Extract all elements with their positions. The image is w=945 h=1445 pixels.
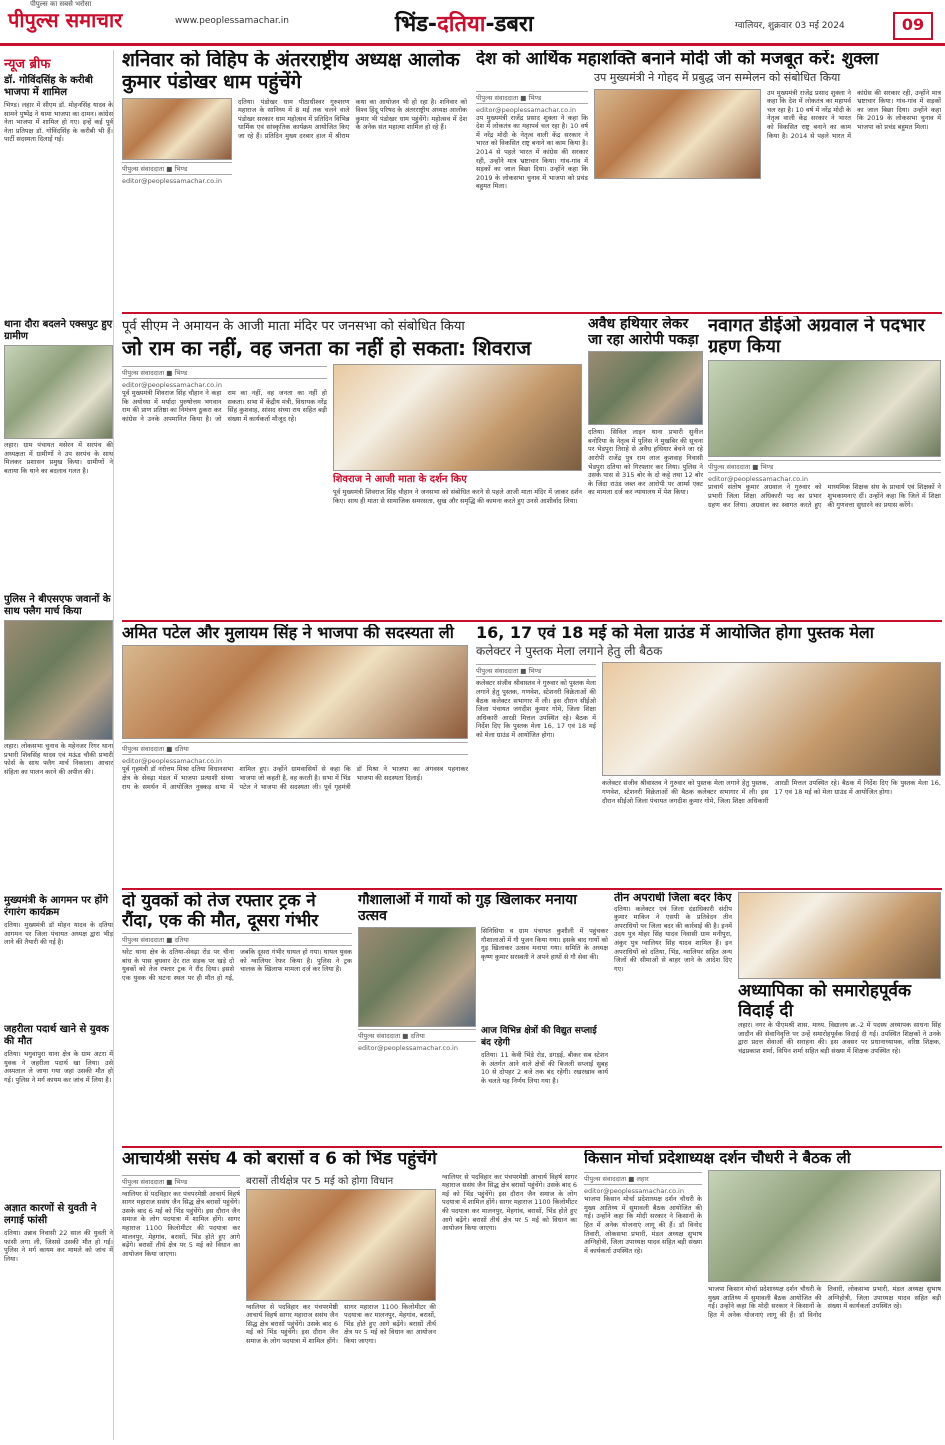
brief-head: मुख्यमंत्री के आगमन पर होंगे रंगारंग कार्यक्रम	[4, 895, 109, 918]
story-text: दतिया। सिविल लाइन थाना प्रभारी सुनील बनोरिया के नेतृत्व में पुलिस ने मुखबिर की सूचना पर भेडपुरा तिराहे से अवैध हथियार बेचने जा रहे आरोपी राजेंद्र पुत्र राम लाल कुशवाह निवासी भेडपुरा दतिया को गिरफ्तार कर लिया। पुलिस ने उसके पास से 315 बोर के दो कट्टे तथा 12 बोर के जिंदा राउंड जब्त कर आरोपी पर आर्म्स एक्ट का मामला दर्ज कर न्यायालय में पेश किया।	[588, 428, 703, 497]
divider	[122, 888, 942, 890]
headline[interactable]: 16, 17 एवं 18 मई को मेला ग्राउंड में आयोजित होगा पुस्तक मेला	[476, 624, 874, 642]
story-teacher	[738, 892, 941, 1142]
story-photo	[602, 662, 941, 776]
headline[interactable]: अध्यापिका को समारोहपूर्वक विदाई दी	[738, 981, 912, 1021]
story-deo	[708, 316, 941, 616]
brief-head: पुलिस ने बीएसएफ जवानों के साथ फ्लैग मार्च किया	[4, 594, 111, 617]
story-photo	[594, 89, 761, 179]
byline: पीपुल्स संवाददाता ■ दतिया	[358, 1029, 476, 1042]
email[interactable]: editor@peoplessamachar.co.in	[358, 1044, 458, 1053]
section-part-c: -डबरा	[485, 12, 534, 37]
headline[interactable]: किसान मोर्चा प्रदेशाध्यक्ष दर्शन चौधरी ने बैठक ली	[584, 1150, 851, 1167]
brief-head: अज्ञात कारणों से युवती ने लगाई फांसी	[4, 1203, 97, 1226]
section-part-b: दतिया	[437, 12, 486, 37]
story-photo	[122, 645, 468, 739]
story-photo	[738, 892, 941, 979]
byline: पीपुल्स संवाददाता ■ भिण्ड	[122, 1175, 240, 1188]
divider	[122, 620, 942, 622]
divider	[122, 1146, 942, 1148]
story-district-expulsion	[614, 892, 732, 1142]
headline[interactable]: देश को आर्थिक महाशक्ति बनाने मोदी जी को मजबूत करें: शुक्ला	[476, 50, 879, 69]
headline[interactable]: दो युवकों को तेज रफ्तार ट्रक ने रौंदा, एक की मौत, दूसरा गंभीर	[122, 892, 319, 931]
story-text: भाजपा किसान मोर्चा प्रदेशाध्यक्ष दर्शन चौधरी के मुख्य आतिथ्य में सुमावली बैठक आयोजित की गई। उन्होंने कहा कि मोदी सरकार ने किसानों के हित में अनेक योजनाएं लागू की हैं। डॉ विनोद तिवारी, लोकसभा प्रभारी, मंडल अध्यक्ष सुभाष अग्निहोत्री, जिला उपाध्यक्ष यादव सहित बड़ी संख्या में कार्यकर्ता उपस्थित रहे।	[584, 1195, 702, 1255]
story-text: दतिया। कलेक्टर एवं जिला दंडाधिकारी संदीप कुमार माकिन ने एसपी के प्रतिवेदन तीन अपराधियों पर जिला बदर की कार्रवाई की है। इनमें उदय पुत्र मोहर सिंह यादव निवासी ग्राम मनीपुरा, अंकुर पुत्र ग्वालियर सिंह यादव शामिल हैं। इन अपराधियों को दतिया, भिंड, ग्वालियर सहित अन्य जिलों की सीमाओं से बाहर जाने के आदेश दिए गए।	[614, 904, 732, 973]
byline: पीपुल्स संवाददाता ■ दतिया	[122, 742, 468, 755]
story-patel	[122, 624, 468, 884]
brief-photo	[4, 345, 113, 439]
brief-text: दतिया। भगुवापुरा थाना क्षेत्र के ग्राम अटरा में युवक ने जहरीला पदार्थ खा लिया। उसे अस्पताल ले जाया गया जहां उसकी मौत हो गई। पुलिस ने मर्ग कायम कर जांच में लिया है।	[4, 1050, 113, 1084]
story-text: सिनिसिया व ग्राम पंचायत कुशौली में पहुंचकर गौशालाओं में गौ पूजन किया गया। इसके बाद गायों को गुड़ खिलाकर उत्सव मनाया गया। समिति के अध्यक्ष कृष्ण कुमार सरस्वती ने अपने हाथों से गौ सेवा की।	[481, 927, 608, 961]
story-text-3: ग्वालियर से पदविहार कर पंचपरमेष्ठी आचार्य विहर्ष सागर महाराज ससंघ जैन सिद्ध क्षेत्र बरासों पहुंचेंगे। उसके बाद 6 मई को भिंड पहुंचेंगे। इस दौरान जैन समाज के लोग पदयात्रा में शामिल होंगे। सागर महाराज 1100 किलोमीटर की पदयात्रा कर मालनपुर, मेहगांव, बरासों, भिंड होते हुए आगे बढ़ेंगे। बरासों तीर्थ क्षेत्र पर 5 मई को विधान का आयोजन किया जाएगा।	[442, 1172, 577, 1233]
brief-head: डॉ. गोविंदसिंह के करीबी भाजपा में शामिल	[4, 75, 93, 98]
divider	[122, 312, 942, 314]
byline: पीपुल्स संवाददाता ■ भिण्ड	[708, 460, 941, 473]
brief-text: लहार। ग्राम पंचायत मसेरन में सरपंच की अध्यक्षता में ग्रामीणों ने उप सरपंच के साथ मिलकर प्रशासन प्रमुख किया। ग्रामीणों ने बताया कि थाने का बदलाव गलत है।	[4, 441, 113, 475]
story-photo	[122, 98, 232, 160]
byline: पीपुल्स संवाददाता ■ दतिया	[122, 933, 352, 946]
email[interactable]: editor@peoplessamachar.co.in	[584, 1187, 684, 1196]
story-text: प्राचार्य संतोष कुमार अग्रवाल ने गुरुवार को प्रभारी जिला शिक्षा अधिकारी पद का प्रभार ग्रहण कर लिया। अग्रवाल का स्वागत करते हुए माध्यमिक शिक्षक संघ के प्राचार्य एवं शिक्षकों ने शुभकामनाएं दीं। उन्होंने कहा कि जिले में शिक्षा की गुणवत्ता सुधारने का प्रयास करेंगे।	[708, 483, 941, 509]
byline: पीपुल्स संवाददाता ■ भिण्ड	[122, 366, 327, 379]
sidehead: आज विभिन्न क्षेत्रों की विद्युत सप्लाई बंद रहेगी	[481, 1026, 597, 1049]
side-text: पूर्व मुख्यमंत्री शिवराज सिंह चौहान ने जनसभा को संबोधित करने से पहले आजी माता मंदिर में जाकर दर्शन किए। साथ ही माता से सामाजिक समरसता, सुख और समृद्धि की कामना करते हुए उनसे आशीर्वाद लिया।	[333, 488, 582, 505]
email[interactable]: editor@peoplessamachar.co.in	[122, 757, 222, 766]
story-modi	[476, 50, 941, 308]
story-text-2: भाजपा किसान मोर्चा प्रदेशाध्यक्ष दर्शन चौधरी के मुख्य आतिथ्य में सुमावली बैठक आयोजित की गई। उन्होंने कहा कि मोदी सरकार ने किसानों के हित में अनेक योजनाएं लागू की हैं। डॉ विनोद तिवारी, लोकसभा प्रभारी, मंडल अध्यक्ष सुभाष अग्निहोत्री, जिला उपाध्यक्ष यादव सहित बड़ी संख्या में कार्यकर्ता उपस्थित रहे।	[708, 1285, 941, 1320]
story-text: लहार। नगर के पीएमश्री शास. माध्य. विद्यालय क्र.-2 में पदस्थ अध्यापक साधना सिंह जादौन की सेवानिवृत्ति पर उन्हें समारोहपूर्वक विदाई दी गई। उपस्थित शिक्षकों ने उनके द्वारा प्रदत्त सेवाओं की सराहना की। इस अवसर पर प्रधानाध्यापक, वरिष्ठ शिक्षक, चंद्रप्रकाश शर्मा, विपिन शर्मा सहित बड़ी संख्या में शिक्षक उपस्थित रहे।	[738, 1021, 941, 1055]
story-text: पूर्व मुख्यमंत्री शिवराज सिंह चौहान ने कहा कि अयोध्या में मर्यादा पुरुषोत्तम भगवान राम की प्राण प्रतिष्ठा का निमंत्रण ठुकरा कर कांग्रेस ने उनके अपमानित किया है। जो राम का नहीं, वह जनता का नहीं हो सकता। सभा में केंद्रीय मंत्री, विधायक नरेंद्र सिंह कुशवाह, सांसद संध्या राय सहित बड़ी संख्या में कार्यकर्ता मौजूद रहे।	[122, 389, 327, 423]
sidehead: शिवराज ने आजी माता के दर्शन किए	[333, 474, 467, 485]
byline: पीपुल्स संवाददाता ■ भिण्ड	[122, 162, 232, 175]
news-brief-column	[4, 50, 114, 1440]
brief-text: लहार। लोकसभा चुनाव के महेनजर रिगर थाना प्रभारी शिवसिंह यादव एवं मऊंड चौकी प्रभारी फोर्स के साथ फ्लैग मार्च निकाला। आचार संहिता का पालन करने की अपील की।	[4, 742, 113, 776]
story-text: पूर्व गृहमंत्री डॉ नरोत्तम मिश्रा दतिया विधानसभा क्षेत्र के सेवढ़ा मंडल में भाजपा प्रत्याशी संध्या राय के समर्थन में आयोजित नुक्कड़ सभा में शामिल हुए। उन्होंने ग्रामवासियों से कहा कि भाजपा जो कहती है, वह करती है। सभा में भिंड पटेल ने भाजपा की सदस्यता ली। पूर्व गृहमंत्री डॉ मिश्रा ने भाजपा का अंगवस्त्र पहनाकर भाजपा की सदस्यता दिलाई।	[122, 765, 468, 791]
side-text: दतिया। 11 केवी भिंडे रोड, डगड़ई, बीकर सब स्टेशन के अंतर्गत आने वाले क्षेत्रों की बिजली सप्लाई सुबह 10 से दोपहर 2 बजे तक बंद रहेगी। रखरखाव कार्य के चलते यह निर्णय लिया गया है।	[481, 1051, 608, 1085]
story-text: कलेक्टर संजीव श्रीवास्तव ने गुरुवार को पुस्तक मेला लगाने हेतु पुस्तक, गणवेश, स्टेशनरी विक्रेताओं की बैठक कलेक्टर सभागार में ली। इस दौरान सीईओ जिला पंचायत जगदीश कुमार गोमे, जिला शिक्षा अधिकारी आरडी मित्तल उपस्थित रहे। बैठक में निर्देश दिए कि पुस्तक मेला 16, 17 एवं 18 मई को मेला ग्राउंड में आयोजित होगा।	[476, 679, 596, 739]
brief-text: दतिया। उन्नाव निवासी 22 साल की युवती ने फांसी लगा ली, जिससे उसकी मौत हो गई। पुलिस ने मर्ग कायम कर मामले को जांच में लिया।	[4, 1229, 113, 1263]
byline: पीपुल्स संवाददाता ■ लहार	[584, 1172, 702, 1185]
section-title	[395, 8, 534, 38]
story-shivraj	[122, 316, 582, 616]
brief-head: जहरीला पदार्थ खाने से युवक की मौत	[4, 1024, 109, 1047]
story-truck	[122, 892, 352, 1142]
byline: पीपुल्स संवाददाता ■ भिण्ड	[476, 664, 596, 677]
brand-tagline: पीपुल्स का सबसे भरोसा	[30, 0, 92, 8]
story-text-2: उप मुख्यमंत्री राजेंद्र प्रसाद शुक्ला ने कहा कि देश में लोकतंत्र का महापर्व चल रहा है। 10 वर्ष में नरेंद्र मोदी के नेतृत्व वाली केंद्र सरकार ने भारत को विकसित राष्ट्र बनाने का काम किया है। 2014 से पहले भारत में कांग्रेस की सरकार रही, उन्होंने मात्र भ्रष्टाचार किया। गांव-गांव में सड़कों का जाल बिछा दिया। उन्होंने कहा कि 2019 के लोकसभा चुनाव में भाजपा को प्रचंड बहुमत मिला।	[767, 88, 941, 140]
headline[interactable]: आचार्यश्री ससंघ 4 को बरासों व 6 को भिंड पहुंचेंगे	[122, 1150, 437, 1169]
headline[interactable]: गौशालाओं में गायों को गुड़ खिलाकर मनाया उत्सव	[358, 892, 577, 925]
site-url[interactable]: www.peoplessamachar.in	[175, 16, 289, 26]
story-jain	[122, 1150, 577, 1440]
headline[interactable]: तीन अपराधी जिला बदर किए	[614, 892, 732, 904]
headline[interactable]: अमित पटेल और मुलायम सिंह ने भाजपा की सदस्यता ली	[122, 624, 454, 642]
story-text: दतिया। पंडोखर धाम पीठाधीश्वर गुरुशरण महाराज के सानिध्य में 8 मई तक चलने वाले पंडोखर सरकार धाम महोत्सव में प्रतिदिन विभिन्न धार्मिक एवं सांस्कृतिक कार्यक्रम आयोजित किए जा रहे हैं। प्रतिदिन मुख्य दरबार हाल में श्रीराम कथा का आयोजन भी हो रहा है। शनिवार को विश्व हिंदू परिषद के अंतरराष्ट्रीय अध्यक्ष आलोक कुमार भी पंडोखर धाम पहुंचेंगे। महोत्सव में देश के अनेक संत महात्मा शामिल हो रहे हैं।	[238, 97, 467, 141]
story-text: थरेट थाना क्षेत्र के दतिया-सेवढ़ा रोड पर चीना बांध के पास बुधवार देर रात सड़क पर खड़े दो युवकों को तेज रफ्तार ट्रक ने रौंद दिया। इससे एक युवक की घटना स्थल पर ही मौत हो गई, जबकि दूसरा गंभीर घायल हो गया। घायल युवक को ग्वालियर रेफर किया है। पुलिस ने ट्रक चालक के खिलाफ मामला दर्ज कर लिया है।	[122, 948, 352, 982]
story-photo	[708, 1170, 941, 1282]
story-text-2: कलेक्टर संजीव श्रीवास्तव ने गुरुवार को पुस्तक मेला लगाने हेतु पुस्तक, गणवेश, स्टेशनरी विक्रेताओं की बैठक कलेक्टर सभागार में ली। इस दौरान सीईओ जिला पंचायत जगदीश कुमार गोमे, जिला शिक्षा अधिकारी आरडी मित्तल उपस्थित रहे। बैठक में निर्देश दिए कि पुस्तक मेला 16, 17 एवं 18 मई को मेला ग्राउंड में आयोजित होगा।	[602, 779, 941, 805]
story-gaushala	[358, 892, 608, 1142]
email[interactable]: editor@peoplessamachar.co.in	[708, 475, 808, 484]
story-text: उप मुख्यमंत्री राजेंद्र प्रसाद शुक्ला ने कहा कि देश में लोकतंत्र का महापर्व चल रहा है। 10 वर्ष में नरेंद्र मोदी के नेतृत्व वाली केंद्र सरकार ने भारत को विकसित राष्ट्र बनाने का काम किया है। 2014 से पहले भारत में कांग्रेस की सरकार रही, उन्होंने मात्र भ्रष्टाचार किया। गांव-गांव में सड़कों का जाल बिछा दिया। उन्होंने कहा कि 2019 के लोकसभा चुनाव में भाजपा को प्रचंड बहुमत मिला।	[476, 113, 588, 191]
story-kisan	[584, 1150, 941, 1440]
headline[interactable]: नवागत डीईओ अग्रवाल ने पदभार ग्रहण किया	[708, 316, 925, 357]
story-text: ग्वालियर से पदविहार कर पंचपरमेष्ठी आचार्य विहर्ष सागर महाराज ससंघ जैन सिद्ध क्षेत्र बरासों पहुंचेंगे। उसके बाद 6 मई को भिंड पहुंचेंगे। इस दौरान जैन समाज के लोग पदयात्रा में शामिल होंगे। सागर महाराज 1100 किलोमीटर की पदयात्रा कर मालनपुर, मेहगांव, बरासों, भिंड होते हुए आगे बढ़ेंगे। बरासों तीर्थ क्षेत्र पर 5 मई को विधान का आयोजन किया जाएगा।	[122, 1189, 240, 1258]
brief-text: भिण्ड। लहार में सीएम डॉ. मोहनसिंह यादव के सामने पुष्पेंद्र ने थामा भाजपा का दामन। कांग्रेस नेता भाजपा में शामिल हो गए। इन्हें कई पूर्व नेता प्रतिपक्ष डॉ. गोविंदसिंह के करीबी भी हैं। पार्टी सदस्यता दिलाई गई।	[4, 101, 113, 143]
story-photo	[588, 351, 703, 425]
subheadline: उप मुख्यमंत्री ने गोहद में प्रबुद्ध जन सम्मेलन को संबोधित किया	[594, 70, 841, 84]
email[interactable]: editor@peoplessamachar.co.in	[122, 381, 222, 389]
brief-head: थाना दौरा बदलने एक्सपुट हुए ग्रामीण	[4, 319, 113, 342]
masthead	[0, 0, 945, 46]
subheadline: बरासों तीर्थक्षेत्र पर 5 मई को होगा विधान	[246, 1175, 394, 1187]
section-part-a: भिंड-	[395, 12, 438, 37]
headline[interactable]: अवैध हथियार लेकर जा रहा आरोपी पकड़ा	[588, 316, 699, 349]
story-photo	[333, 364, 582, 471]
story-photo	[358, 927, 476, 1027]
byline: पीपुल्स संवाददाता ■ भिण्ड	[476, 91, 588, 104]
story-text-2: ग्वालियर से पदविहार कर पंचपरमेष्ठी आचार्य विहर्ष सागर महाराज ससंघ जैन सिद्ध क्षेत्र बरासों पहुंचेंगे। उसके बाद 6 मई को भिंड पहुंचेंगे। इस दौरान जैन समाज के लोग पदयात्रा में शामिल होंगे। सागर महाराज 1100 किलोमीटर की पदयात्रा कर मालनपुर, मेहगांव, बरासों, भिंड होते हुए आगे बढ़ेंगे। बरासों तीर्थ क्षेत्र पर 5 मई को विधान का आयोजन किया जाएगा।	[246, 1302, 436, 1345]
story-photo	[246, 1189, 436, 1301]
story-photo	[708, 360, 941, 457]
kicker: पूर्व सीएम ने अमायन के आजी माता मंदिर पर जनसभा को संबोधित किया	[122, 319, 465, 334]
story-weapons	[588, 316, 703, 616]
headline[interactable]: जो राम का नहीं, वह जनता का नहीं हो सकता: शिवराज	[122, 336, 532, 360]
page-number: 09	[893, 12, 933, 40]
news-brief-label: न्यूज ब्रीफ	[4, 57, 51, 72]
headline[interactable]: शनिवार को विहिप के अंतरराष्ट्रीय अध्यक्ष आलोक कुमार पंडोखर धाम पहुंचेंगे	[122, 50, 460, 93]
brand-logo[interactable]: पीपुल्स समाचार	[8, 8, 123, 32]
story-bookfair	[476, 624, 941, 884]
story-vhp	[122, 50, 467, 308]
brief-text: दतिया। मुख्यमंत्री डॉ मोहन यादव के दतिया आगमन पर जिला पंचायत अध्यक्ष द्वारा भीड़ लाने की तैयारी की गई है।	[4, 921, 113, 946]
email[interactable]: editor@peoplessamachar.co.in	[122, 176, 222, 185]
subheadline: कलेक्टर ने पुस्तक मेला लगाने हेतु ली बैठक	[476, 644, 663, 659]
brief-photo	[4, 620, 113, 740]
dateline: ग्वालियर, शुक्रवार 03 मई 2024	[735, 21, 845, 31]
email[interactable]: editor@peoplessamachar.co.in	[476, 105, 576, 114]
